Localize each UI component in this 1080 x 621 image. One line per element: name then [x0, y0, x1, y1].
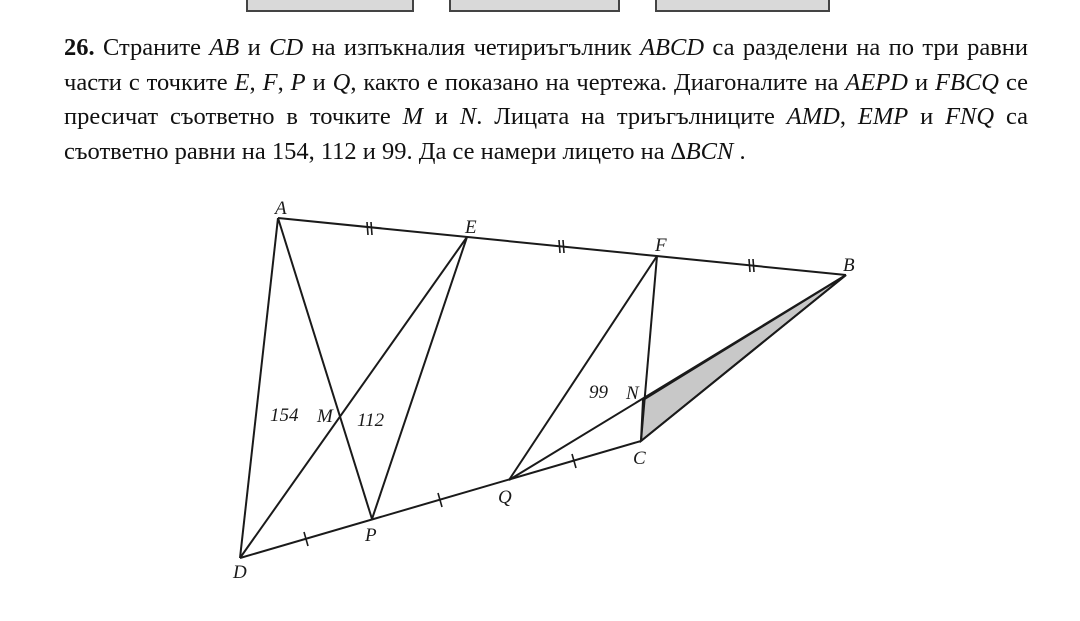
- label-point-c: C: [633, 448, 646, 469]
- triangle-emp: EMP: [857, 103, 909, 130]
- label-point-b: B: [843, 255, 855, 276]
- area-label-fnq: 99: [589, 382, 608, 403]
- segment-ab: AB: [209, 34, 240, 61]
- problem-text: и: [305, 68, 333, 96]
- problem-text: на изпъкналия четириъгълник: [303, 34, 641, 61]
- segment-cd: CD: [269, 34, 304, 61]
- area-label-emp: 112: [357, 410, 385, 431]
- triangle-amd: AMD: [786, 103, 840, 130]
- problem-text: , както е показано на чертежа. Диагоналите на: [350, 68, 846, 96]
- point-f: F: [262, 68, 278, 96]
- problem-text: и: [239, 34, 270, 61]
- problem-text: Страните: [94, 34, 210, 61]
- problem-text: се пресичат съответно в точките: [64, 68, 1028, 130]
- diagonal-ed: [240, 237, 467, 558]
- problem-text: и: [907, 68, 936, 96]
- point-n: N: [459, 103, 477, 130]
- problem-text: ,: [839, 103, 858, 130]
- point-e: E: [234, 68, 250, 96]
- problem-number: 26.: [64, 34, 95, 61]
- segment-ep: [372, 237, 467, 519]
- tick-mark-fb: [749, 259, 750, 272]
- label-point-n: N: [626, 383, 639, 404]
- problem-text: .: [733, 137, 746, 165]
- area-label-amd: 154: [270, 405, 299, 426]
- problem-text: ,: [277, 68, 291, 96]
- problem-text: и: [908, 103, 946, 130]
- side-da: [240, 218, 278, 558]
- diagonal-ap: [278, 218, 372, 519]
- problem-text: . Лицата на триъгълниците: [476, 103, 787, 130]
- tick-mark-fb: [753, 259, 754, 272]
- point-p: P: [290, 68, 306, 96]
- quadrilateral-abcd: ABCD: [640, 34, 705, 61]
- problem-text: са съответно равни на 154, 112 и 99. Да се намери лицето на: [64, 103, 1028, 165]
- tick-mark-ef: [559, 240, 560, 253]
- side-bc: [641, 275, 846, 441]
- label-point-f: F: [655, 235, 667, 256]
- problem-text: ,: [249, 68, 263, 96]
- label-point-q: Q: [498, 487, 512, 508]
- point-q: Q: [332, 68, 351, 96]
- label-point-d: D: [233, 562, 247, 583]
- label-point-e: E: [465, 217, 477, 238]
- diagonal-bq: [509, 275, 846, 480]
- tick-mark-ef: [563, 240, 564, 253]
- label-point-a: A: [275, 198, 287, 219]
- point-m: M: [402, 103, 424, 130]
- problem-text: и: [423, 103, 460, 130]
- segment-fq: [509, 256, 657, 480]
- tick-mark-ae: [371, 222, 372, 235]
- label-point-m: M: [317, 406, 333, 427]
- quadrilateral-aepd: AEPD: [845, 68, 908, 96]
- triangle-fnq: FNQ: [945, 103, 995, 130]
- label-point-p: P: [365, 525, 377, 546]
- problem-text: са разделени на по три равни части с точките: [64, 34, 1028, 96]
- quadrilateral-fbcq: FBCQ: [935, 68, 999, 96]
- target-triangle-bcn: ∆BCN: [670, 137, 734, 165]
- tick-mark-ae: [367, 222, 368, 235]
- side-ab: [278, 218, 846, 275]
